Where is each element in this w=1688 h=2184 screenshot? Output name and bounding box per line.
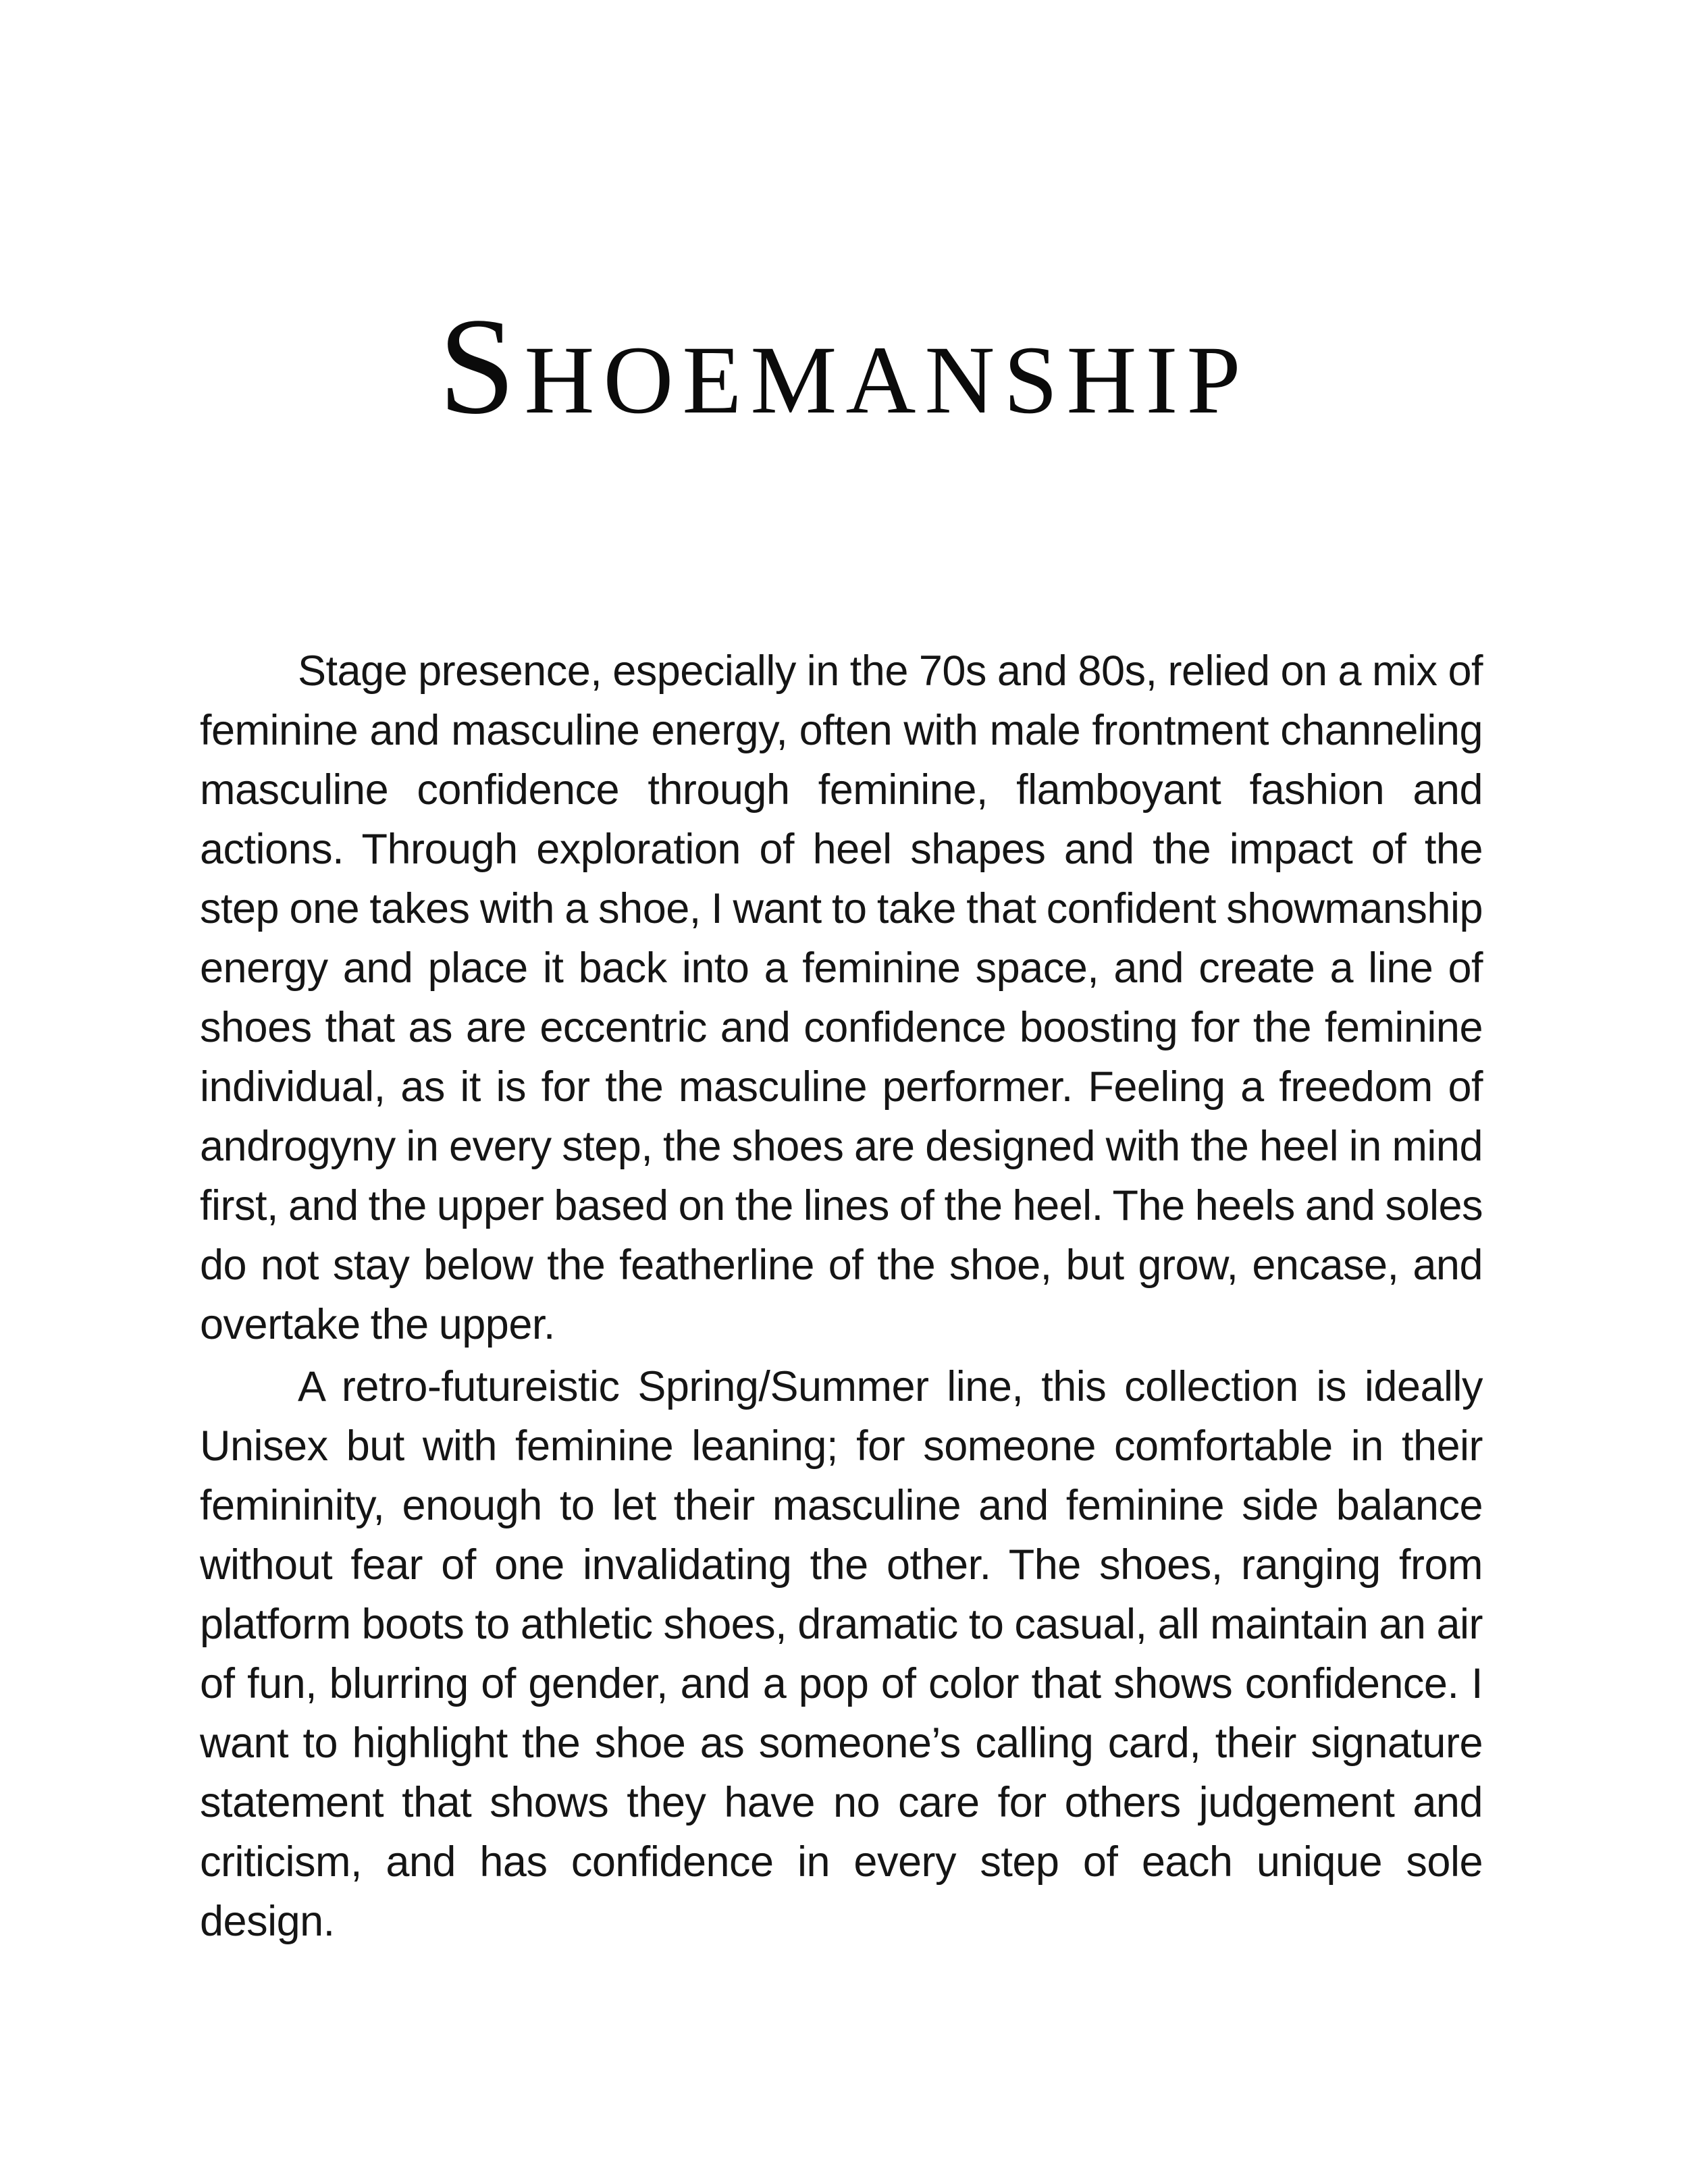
page-title: Shoemanship [438, 290, 1250, 443]
body-paragraph-1: Stage presence, especially in the 70s and 80s, relied on a mix of feminine and masculine energy, often with male frontment channeling masculine confidence through feminine, flamboyant fashion and actions. Through exploration of heel shapes and the impact of the step one takes with a shoe, I want to take that confident showmanship energy and place it back into a feminine space, and create a line of shoes that as are eccentric and confidence boosting for the feminine individual, as it is for the masculine performer. Feeling a freedom of androgyny in every step, the shoes are designed with the heel in mind first, and the upper based on the lines of the heel. The heels and soles do not stay below the featherline of the shoe, but grow, encase, and overtake the upper. [200, 647, 1483, 1348]
body-paragraph-2: A retro-futureistic Spring/Summer line, this collection is ideally Unisex but with feminine leaning; for someone comfortable in their femininity, enough to let their masculine and feminine side balance without fear of one invalidating the other. The shoes, ranging from platform boots to athletic shoes, dramatic to casual, all maintain an air of fun, blurring of gender, and a pop of color that shows confidence. I want to highlight the shoe as someone’s calling card, their signature statement that shows they have no care for others judgement and criticism, and has confidence in every step of each unique sole design. [200, 1363, 1483, 1945]
